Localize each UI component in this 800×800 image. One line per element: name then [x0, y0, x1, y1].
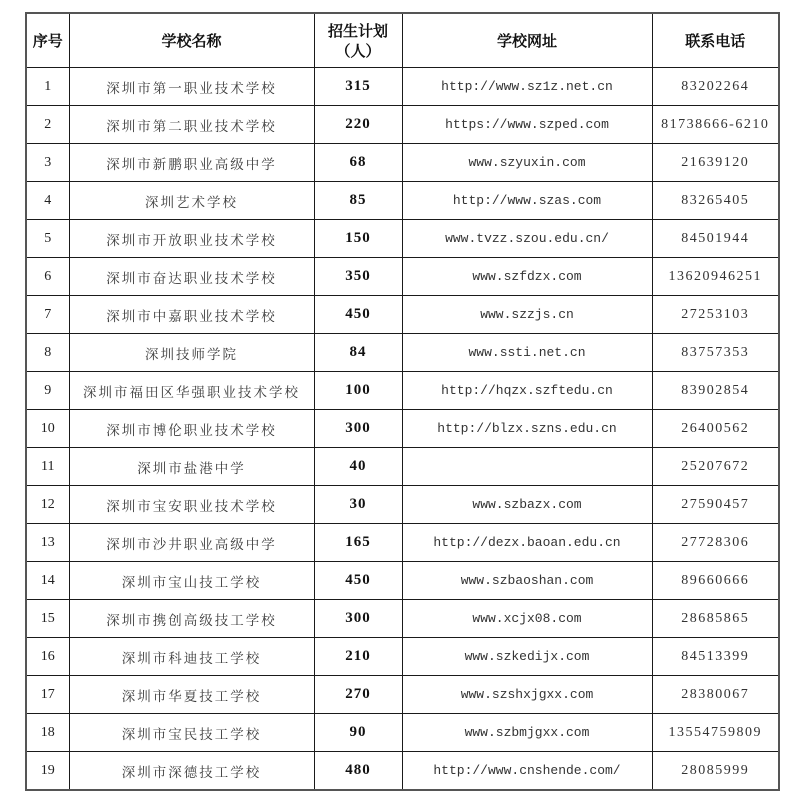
school-name: 深圳市奋达职业技术学校 [69, 258, 314, 296]
school-url-link[interactable]: www.szbaoshan.com [402, 562, 652, 600]
school-url-link[interactable]: http://www.szas.com [402, 182, 652, 220]
school-name: 深圳市福田区华强职业技术学校 [69, 372, 314, 410]
enrollment-quota: 300 [314, 410, 402, 448]
row-index: 8 [26, 334, 69, 372]
header-quota-line1: 招生计划 [327, 21, 388, 40]
row-index: 14 [26, 562, 69, 600]
school-url-link[interactable]: https://www.szped.com [402, 106, 652, 144]
school-name: 深圳市新鹏职业高级中学 [69, 144, 314, 182]
school-name: 深圳市深德技工学校 [69, 752, 314, 791]
contact-phone: 28685865 [652, 600, 779, 638]
header-school-name: 学校名称 [69, 13, 314, 68]
school-url-link[interactable]: http://www.sz1z.net.cn [402, 68, 652, 106]
contact-phone: 83757353 [652, 334, 779, 372]
contact-phone: 84501944 [652, 220, 779, 258]
table-row [26, 258, 779, 296]
enrollment-quota: 270 [314, 676, 402, 714]
school-name: 深圳市第一职业技术学校 [69, 68, 314, 106]
contact-phone: 83265405 [652, 182, 779, 220]
contact-phone: 83902854 [652, 372, 779, 410]
enrollment-quota: 350 [314, 258, 402, 296]
table-row [26, 714, 779, 752]
school-name: 深圳艺术学校 [69, 182, 314, 220]
school-name: 深圳市开放职业技术学校 [69, 220, 314, 258]
school-url-link[interactable]: www.szbazx.com [402, 486, 652, 524]
contact-phone: 28085999 [652, 752, 779, 791]
table-row [26, 144, 779, 182]
school-name: 深圳市宝安职业技术学校 [69, 486, 314, 524]
row-index: 13 [26, 524, 69, 562]
row-index: 7 [26, 296, 69, 334]
enrollment-quota: 480 [314, 752, 402, 791]
contact-phone: 21639120 [652, 144, 779, 182]
contact-phone: 84513399 [652, 638, 779, 676]
contact-phone: 89660666 [652, 562, 779, 600]
school-name: 深圳市盐港中学 [69, 448, 314, 486]
enrollment-quota: 150 [314, 220, 402, 258]
row-index: 9 [26, 372, 69, 410]
table-row [26, 296, 779, 334]
enrollment-quota: 300 [314, 600, 402, 638]
row-index: 12 [26, 486, 69, 524]
table-row [26, 410, 779, 448]
table-row [26, 752, 779, 791]
enrollment-quota: 450 [314, 562, 402, 600]
header-index: 序号 [26, 13, 69, 68]
school-url-link[interactable]: http://dezx.baoan.edu.cn [402, 524, 652, 562]
contact-phone: 25207672 [652, 448, 779, 486]
contact-phone: 27728306 [652, 524, 779, 562]
enrollment-quota: 68 [314, 144, 402, 182]
contact-phone: 26400562 [652, 410, 779, 448]
enrollment-quota: 100 [314, 372, 402, 410]
schools-table [25, 12, 780, 791]
row-index: 2 [26, 106, 69, 144]
enrollment-quota: 450 [314, 296, 402, 334]
table-row [26, 106, 779, 144]
contact-phone: 28380067 [652, 676, 779, 714]
header-quota [314, 13, 402, 68]
school-name: 深圳市博伦职业技术学校 [69, 410, 314, 448]
school-name: 深圳市沙井职业高级中学 [69, 524, 314, 562]
row-index: 18 [26, 714, 69, 752]
school-name: 深圳技师学院 [69, 334, 314, 372]
header-phone: 联系电话 [652, 13, 779, 68]
school-name: 深圳市宝民技工学校 [69, 714, 314, 752]
school-url-link[interactable]: http://blzx.szns.edu.cn [402, 410, 652, 448]
enrollment-quota: 40 [314, 448, 402, 486]
school-name: 深圳市中嘉职业技术学校 [69, 296, 314, 334]
row-index: 4 [26, 182, 69, 220]
row-index: 10 [26, 410, 69, 448]
school-url-link[interactable]: www.ssti.net.cn [402, 334, 652, 372]
enrollment-quota: 315 [314, 68, 402, 106]
school-url-link[interactable]: www.szyuxin.com [402, 144, 652, 182]
table-row [26, 448, 779, 486]
enrollment-quota: 165 [314, 524, 402, 562]
row-index: 16 [26, 638, 69, 676]
school-url-link[interactable]: www.szbmjgxx.com [402, 714, 652, 752]
school-url-link[interactable]: www.szshxjgxx.com [402, 676, 652, 714]
header-row [26, 13, 779, 68]
school-url-link[interactable]: www.tvzz.szou.edu.cn/ [402, 220, 652, 258]
school-url-link[interactable]: www.szzjs.cn [402, 296, 652, 334]
table-row [26, 372, 779, 410]
school-name: 深圳市携创高级技工学校 [69, 600, 314, 638]
school-name: 深圳市宝山技工学校 [69, 562, 314, 600]
contact-phone: 27590457 [652, 486, 779, 524]
contact-phone: 83202264 [652, 68, 779, 106]
table-row [26, 182, 779, 220]
school-url-link[interactable]: http://www.cnshende.com/ [402, 752, 652, 791]
contact-phone: 13620946251 [652, 258, 779, 296]
enrollment-quota: 90 [314, 714, 402, 752]
school-name: 深圳市第二职业技术学校 [69, 106, 314, 144]
school-url-link[interactable]: www.szkedijx.com [402, 638, 652, 676]
contact-phone: 13554759809 [652, 714, 779, 752]
row-index: 6 [26, 258, 69, 296]
school-name: 深圳市华夏技工学校 [69, 676, 314, 714]
enrollment-quota: 85 [314, 182, 402, 220]
table-row [26, 68, 779, 106]
enrollment-quota: 220 [314, 106, 402, 144]
enrollment-quota: 30 [314, 486, 402, 524]
contact-phone: 81738666-6210 [652, 106, 779, 144]
table-row [26, 676, 779, 714]
row-index: 17 [26, 676, 69, 714]
row-index: 5 [26, 220, 69, 258]
table-row [26, 486, 779, 524]
header-quota-line2: （人） [335, 41, 381, 60]
header-url: 学校网址 [402, 13, 652, 68]
school-url-link[interactable]: www.xcjx08.com [402, 600, 652, 638]
contact-phone: 27253103 [652, 296, 779, 334]
table-row [26, 220, 779, 258]
enrollment-quota: 84 [314, 334, 402, 372]
school-url-link [402, 448, 652, 486]
row-index: 1 [26, 68, 69, 106]
table-row [26, 600, 779, 638]
row-index: 11 [26, 448, 69, 486]
school-url-link[interactable]: www.szfdzx.com [402, 258, 652, 296]
table-row [26, 524, 779, 562]
enrollment-quota: 210 [314, 638, 402, 676]
table-row [26, 638, 779, 676]
table-row [26, 334, 779, 372]
table-row [26, 562, 779, 600]
school-name: 深圳市科迪技工学校 [69, 638, 314, 676]
row-index: 3 [26, 144, 69, 182]
school-url-link[interactable]: http://hqzx.szftedu.cn [402, 372, 652, 410]
row-index: 19 [26, 752, 69, 791]
row-index: 15 [26, 600, 69, 638]
